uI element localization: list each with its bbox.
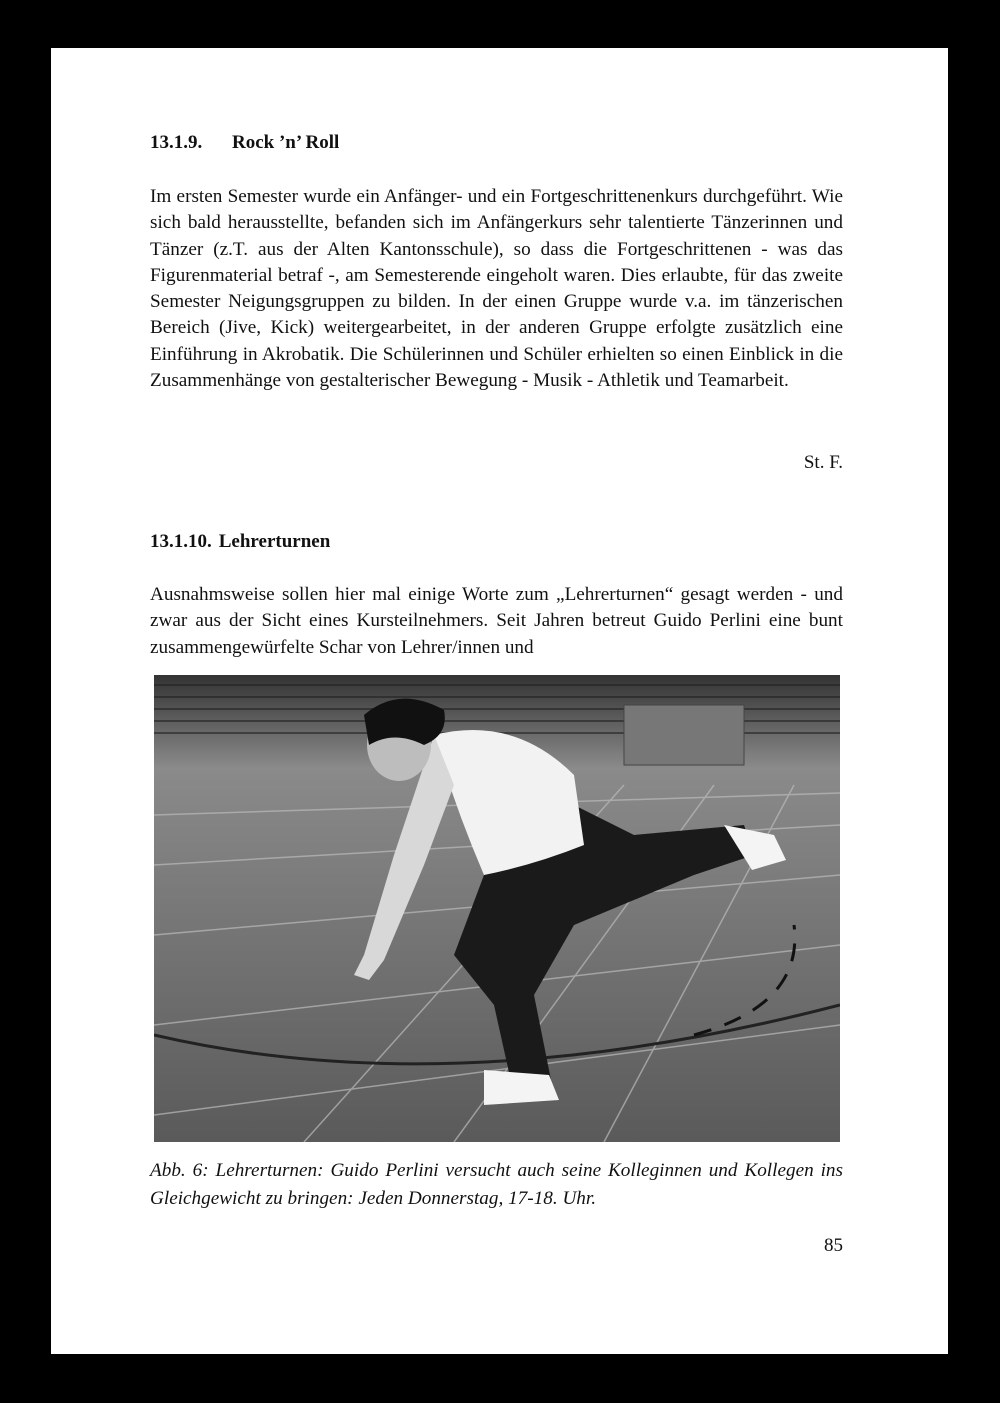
- section-number: 13.1.9.: [150, 132, 203, 153]
- section-title: Lehrerturnen: [218, 531, 331, 552]
- section-body-lehrerturnen: Ausnahmsweise sollen hier mal einige Worte zum „Lehrerturnen“ gesagt werden - und zwar aus der Sicht eines Kursteilnehmers. Seit Jahren betreut Guido Perlini eine bunt zusammengewürfelte Schar von Lehrer/innen und: [150, 584, 843, 658]
- section-title: Rock ’n’ Roll: [232, 132, 340, 153]
- author-signature: St. F.: [803, 452, 843, 473]
- page-number: 85: [824, 1235, 843, 1256]
- figure-caption: Abb. 6: Lehrerturnen: Guido Perlini versucht auch seine Kolleginnen und Kollegen ins Gleichgewicht zu bringen: Jeden Donnerstag, 17-18. Uhr.: [150, 1160, 843, 1209]
- gym-photo: [154, 675, 840, 1142]
- section-number: 13.1.10.: [150, 531, 212, 552]
- section-heading-lehrerturnen: [150, 531, 330, 553]
- photo-illustration: [154, 675, 840, 1142]
- document-page: [51, 48, 948, 1354]
- section-body-rock-n-roll: Im ersten Semester wurde ein Anfänger- und ein Fortgeschrittenenkurs durchgeführt. Wie sich bald herausstellte, befanden sich im Anfängerkurs sehr talentierte Tänzerinnen und Tänzer (z.T. aus der Alten Kantonsschule), so dass die Fortgeschrittenen - was das Figurenmaterial betraf -, am Semesterende eingeholt waren. Dies erlaubte, für das zweite Semester Neigungsgruppen zu bilden. In der einen Gruppe wurde v.a. im tänzerischen Bereich (Jive, Kick) weitergearbeitet, in der anderen Gruppe erfolgte zusätzlich eine Einführung in Akrobatik. Die Schülerinnen und Schüler erhielten so einen Einblick in die Zusammenhänge von gestalterischer Bewegung - Musik - Athletik und Teamarbeit.: [150, 186, 843, 392]
- section-heading-rock-n-roll: [150, 132, 339, 154]
